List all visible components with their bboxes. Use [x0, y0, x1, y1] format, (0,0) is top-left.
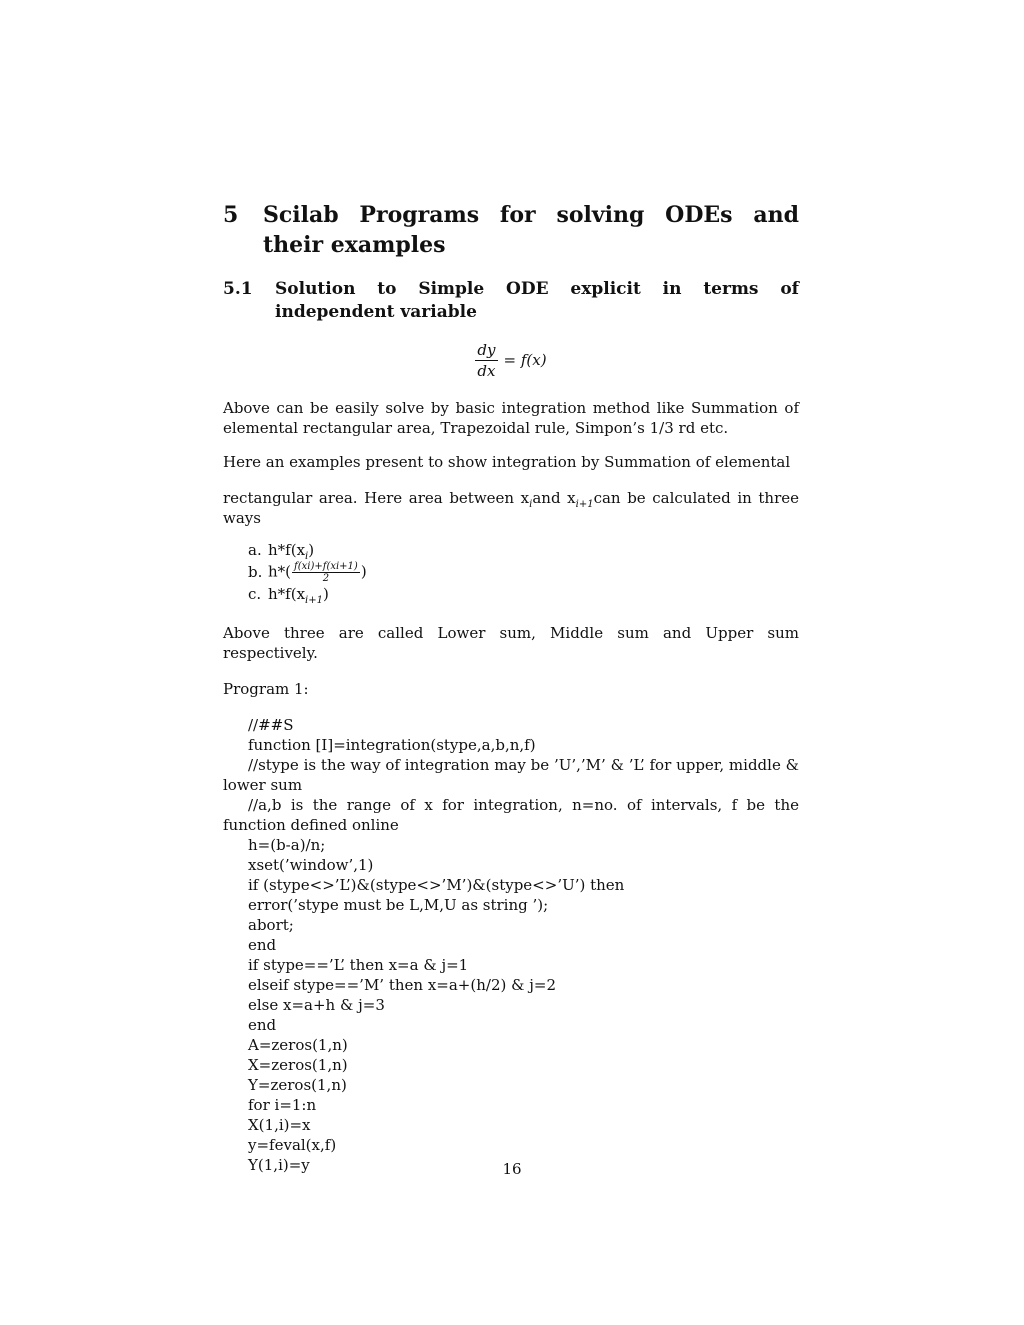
list-marker: a.: [248, 541, 262, 559]
fraction-denominator: 2: [322, 573, 330, 584]
section-number: 5: [223, 202, 239, 228]
subsection-heading: [223, 278, 799, 324]
code-line: X(1,i)=x: [248, 1116, 311, 1134]
list-close: ): [360, 562, 367, 581]
list-item: [248, 561, 799, 584]
subscript-i-plus-1: i+1: [575, 499, 594, 510]
program-code: [223, 715, 799, 1175]
code-line: end: [248, 1016, 277, 1034]
code-line: error(’stype must be L,M,U as string ’);: [248, 896, 549, 914]
paragraph-sums: Above three are called Lower sum, Middle sum and Upper sum respectively.: [223, 624, 799, 662]
code-line: A=zeros(1,n): [248, 1036, 348, 1054]
code-line: h=(b-a)/n;: [248, 836, 326, 854]
list-close: ): [322, 585, 329, 603]
code-line: Y=zeros(1,n): [248, 1076, 347, 1094]
fraction-numerator: dy: [477, 340, 496, 359]
list-text: [268, 540, 314, 561]
code-line: function [I]=integration(stype,a,b,n,f): [248, 736, 536, 754]
code-line: if stype==’L’ then x=a & j=1: [248, 956, 469, 974]
section-title: Scilab Programs for solving ODEs and their examples: [263, 202, 799, 258]
code-line: else x=a+h & j=3: [248, 996, 385, 1014]
ode-equation: [223, 336, 799, 384]
list-text-main: h*(: [268, 562, 292, 581]
page-number: 16: [502, 1160, 522, 1178]
list-text-main: h*f(x: [268, 585, 306, 603]
code-line: elseif stype==’M’ then x=a+(h/2) & j=2: [248, 976, 556, 994]
list-item: [248, 540, 799, 561]
list-item: [248, 584, 799, 605]
code-line: if (stype<>’L’)&(stype<>’M’)&(stype<>’U’) then: [248, 876, 625, 894]
code-line: for i=1:n: [248, 1096, 317, 1114]
code-line: X=zeros(1,n): [248, 1056, 348, 1074]
paragraph-area-mid: and x: [532, 489, 576, 507]
list-marker: b.: [248, 563, 263, 581]
section-heading: [223, 200, 799, 260]
methods-list: [248, 540, 799, 605]
list-marker: c.: [248, 585, 262, 603]
paragraph-intro: Above can be easily solve by basic integration method like Summation of elemental rectangular area, Trapezoidal rule, Simpon’s 1/3 rd etc.: [223, 399, 799, 437]
paragraph-area: [223, 488, 799, 528]
fraction-denominator: dx: [477, 361, 496, 380]
subsection-number: 5.1: [223, 279, 253, 299]
code-line: //a,b is the range of x for integration, n=no. of intervals, f be the function defined online: [223, 796, 799, 834]
list-text: [268, 584, 329, 605]
subsection-title: Solution to Simple ODE explicit in terms of independent variable: [275, 279, 799, 322]
list-text-main: h*f(x: [268, 541, 306, 559]
list-text: [268, 561, 367, 584]
list-close: ): [308, 541, 315, 559]
list-subscript: i: [305, 551, 309, 562]
code-line: y=feval(x,f): [248, 1136, 337, 1154]
paragraph-example: Here an examples present to show integration by Summation of elemental: [223, 453, 791, 471]
program-label: Program 1:: [223, 680, 309, 698]
paragraph-area-suffix: can be calculated in three ways: [223, 489, 800, 527]
midpoint-fraction: [292, 561, 360, 584]
code-line: abort;: [248, 916, 294, 934]
code-line: xset(’window’,1): [248, 856, 374, 874]
code-line: Y(1,i)=y: [248, 1156, 310, 1174]
derivative-fraction: [475, 341, 497, 380]
subscript-i: i: [529, 499, 533, 510]
list-subscript: i+1: [305, 595, 323, 606]
code-line: //stype is the way of integration may be ’U’,’M’ & ’L’ for upper, middle & lower sum: [223, 756, 799, 794]
code-line: end: [248, 936, 277, 954]
fraction-numerator: f(xi)+f(xi+1): [294, 561, 358, 572]
paragraph-area-prefix: rectangular area. Here area between x: [223, 489, 530, 507]
document-page: [223, 200, 799, 1175]
code-line: //##S: [248, 716, 294, 734]
equation-rhs: = f(x): [503, 351, 547, 369]
